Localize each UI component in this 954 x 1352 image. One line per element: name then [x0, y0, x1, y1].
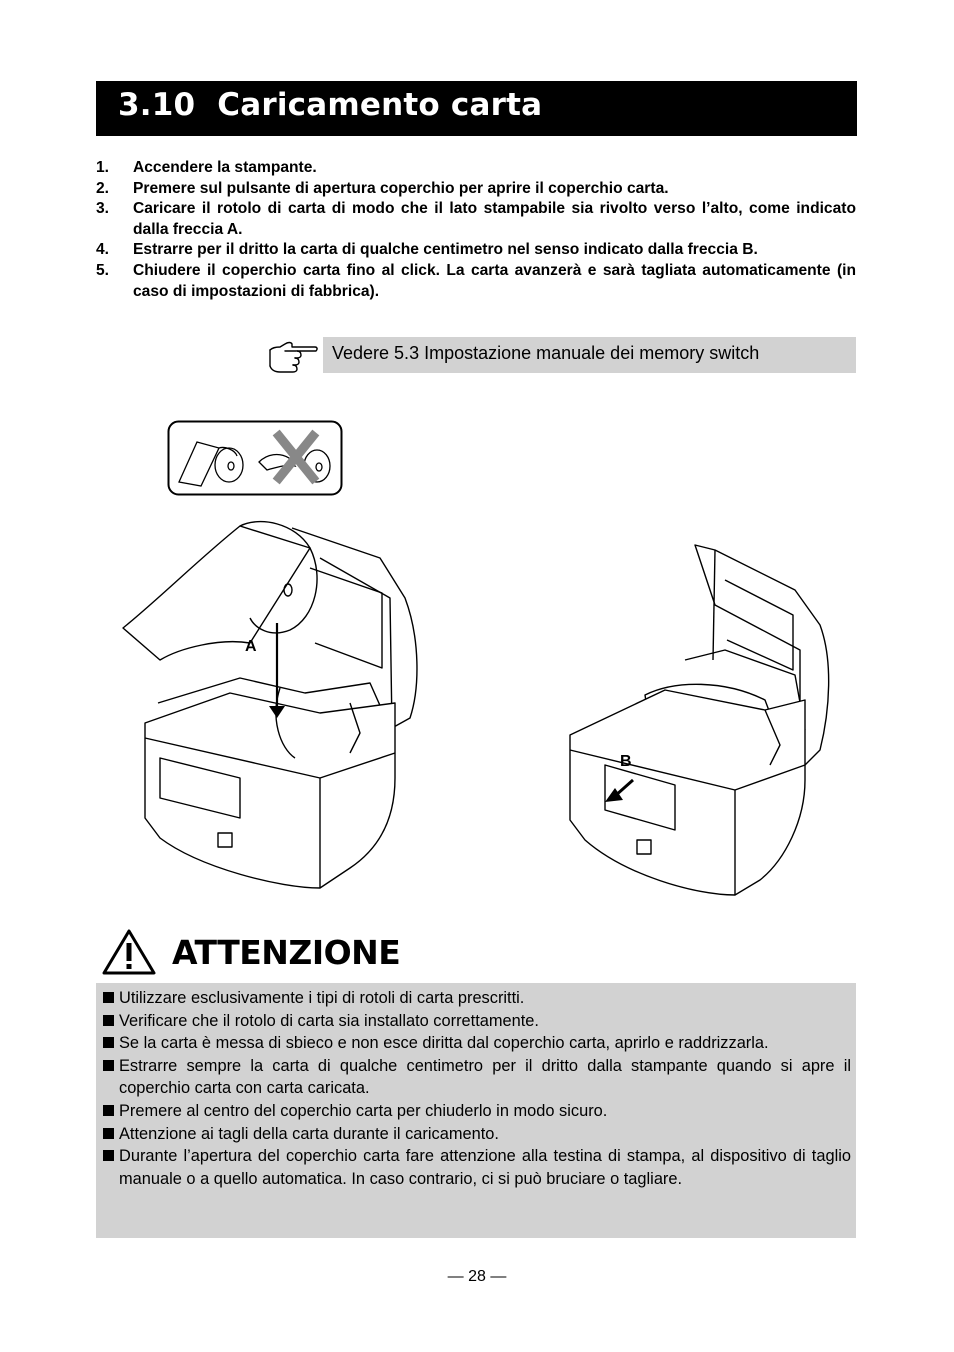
- arrow-a-label: A: [245, 638, 257, 655]
- bullet-square-icon: [103, 1060, 114, 1071]
- bullet-square-icon: [103, 1015, 114, 1026]
- step-item: 5. Chiudere il coperchio carta fino al click. La carta avanzerà e sarà tagliata automaticamente (in caso di impostazioni di fabbrica).: [96, 261, 856, 300]
- page-number: — 28 —: [447, 1268, 507, 1285]
- printer-loading-illustration: [120, 518, 425, 898]
- warning-box: [96, 983, 856, 1238]
- arrow-b-label: B: [620, 753, 632, 770]
- warning-item: Premere al centro del coperchio carta per chiuderlo in modo sicuro.: [101, 1100, 851, 1123]
- paper-roll-orientation-icon: [167, 420, 343, 496]
- warning-item: Utilizzare esclusivamente i tipi di rotoli di carta prescritti.: [101, 987, 851, 1010]
- warning-triangle-icon: [101, 928, 157, 976]
- section-heading: [96, 81, 857, 136]
- step-item: 1. Accendere la stampante.: [96, 159, 317, 176]
- reference-box: [323, 337, 856, 373]
- step-item: 3. Caricare il rotolo di carta di modo che il lato stampabile sia rivolto verso l’alto, come indicato dalla freccia A.: [96, 200, 856, 238]
- warning-item: Se la carta è messa di sbieco e non esce diritta dal coperchio carta, aprirlo e raddrizzarla.: [101, 1032, 851, 1055]
- warning-title: ATTENZIONE: [172, 933, 401, 972]
- bullet-square-icon: [103, 1105, 114, 1116]
- bullet-square-icon: [103, 1037, 114, 1048]
- bullet-square-icon: [103, 992, 114, 1003]
- warning-item: Durante l’apertura del coperchio carta fare attenzione alla testina di stampa, al dispositivo di taglio manuale o a quello automatica. In caso contrario, ci si può bruciare o tagliare.: [101, 1145, 851, 1190]
- pointing-hand-icon: [268, 336, 318, 376]
- reference-text: Vedere 5.3 Impostazione manuale dei memory switch: [332, 343, 760, 363]
- warning-item: Estrarre sempre la carta di qualche centimetro per il dritto dalla stampante quando si apre il coperchio carta con carta caricata.: [101, 1055, 851, 1100]
- section-heading-text: 3.10 Caricamento carta: [118, 87, 543, 123]
- printer-closed-illustration: [565, 540, 833, 900]
- step-item: 2. Premere sul pulsante di apertura coperchio per aprire il coperchio carta.: [96, 179, 669, 197]
- warning-item: Attenzione ai tagli della carta durante il caricamento.: [101, 1123, 851, 1146]
- warning-list: [101, 987, 851, 1190]
- steps-list: [96, 158, 856, 302]
- warning-item: Verificare che il rotolo di carta sia installato correttamente.: [101, 1010, 851, 1033]
- bullet-square-icon: [103, 1128, 114, 1139]
- bullet-square-icon: [103, 1150, 114, 1161]
- step-item: 4. Estrarre per il dritto la carta di qualche centimetro nel senso indicato dalla freccia B.: [96, 241, 758, 259]
